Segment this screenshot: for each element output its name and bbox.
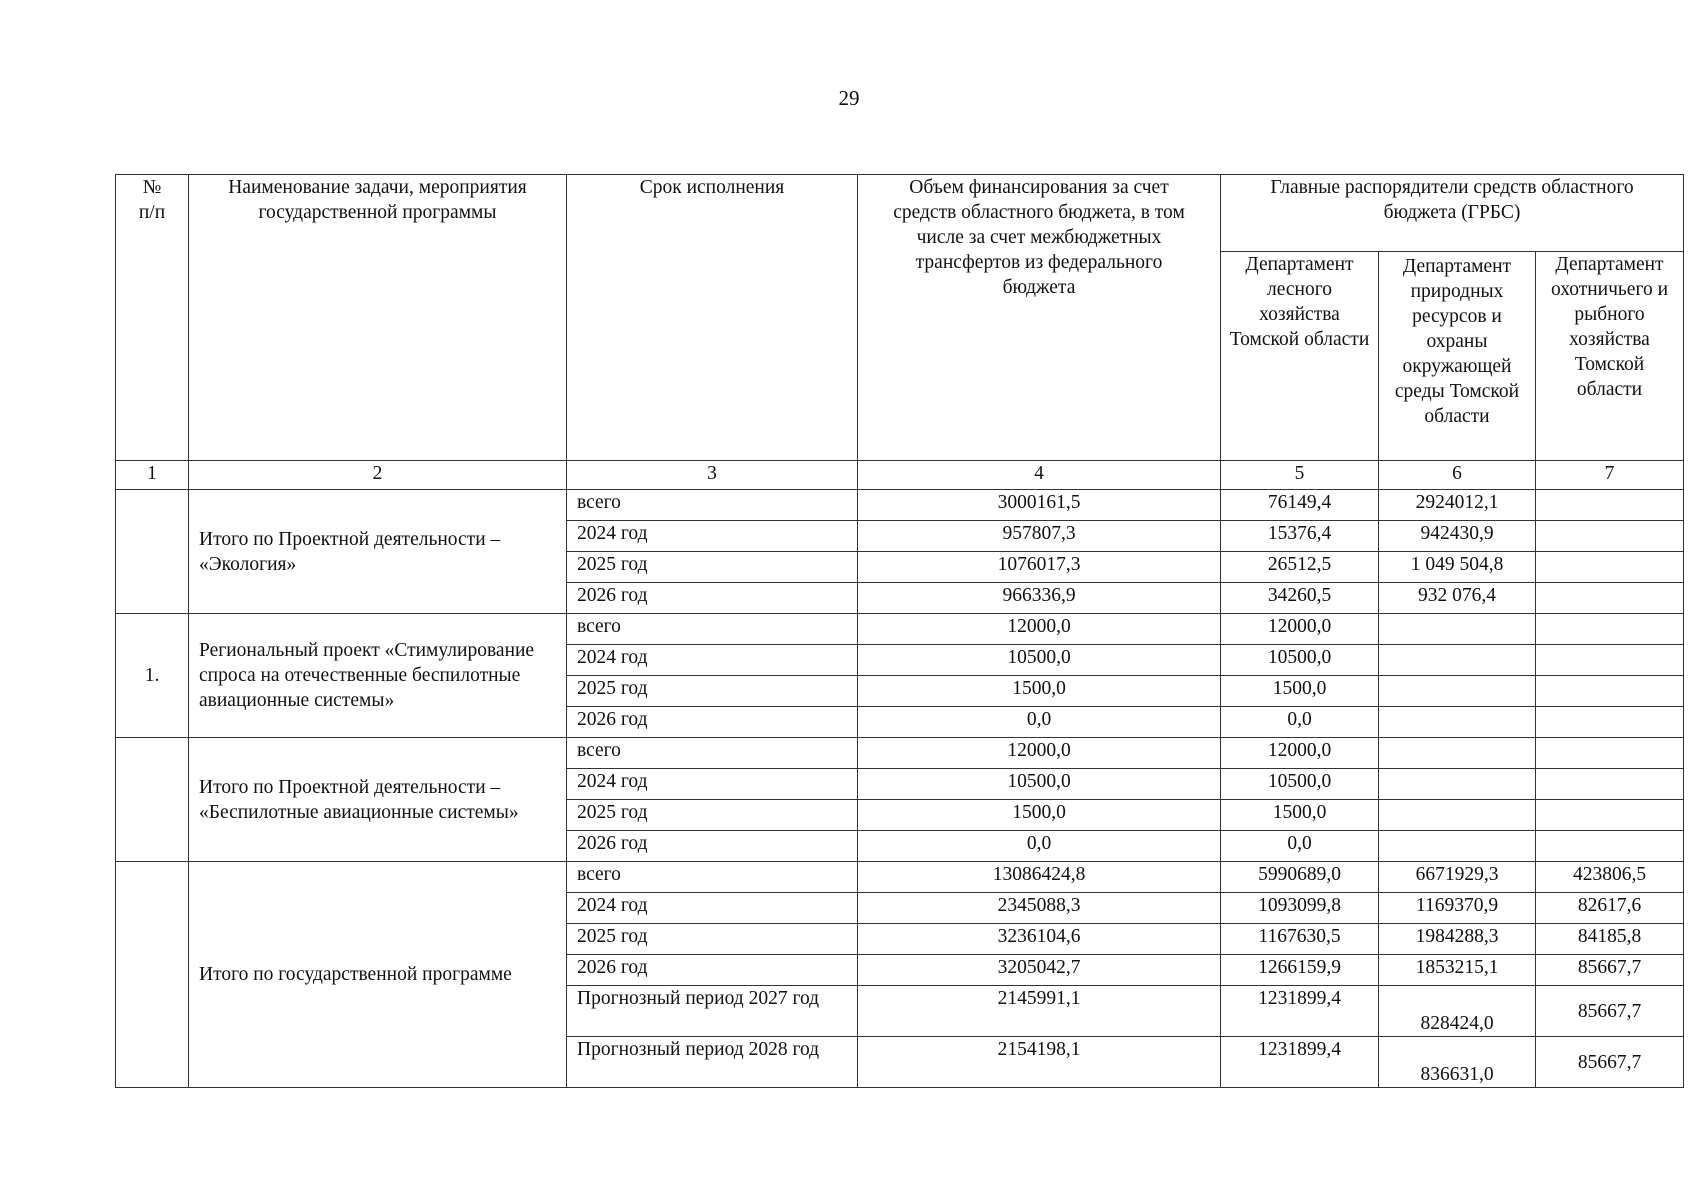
period-cell: 2026 год xyxy=(567,955,858,986)
table-row xyxy=(116,490,1684,521)
period-cell: 2025 год xyxy=(567,800,858,831)
forest-dept-cell: 10500,0 xyxy=(1221,769,1379,800)
forest-dept-cell: 1266159,9 xyxy=(1221,955,1379,986)
nature-dept-cell xyxy=(1379,614,1536,645)
total-funding-cell: 3000161,5 xyxy=(858,490,1221,521)
hunting-dept-cell: 85667,7 xyxy=(1536,986,1684,1037)
header-name: Наименование задачи, мероприятия государственной программы xyxy=(189,175,567,461)
column-number-row xyxy=(116,461,1684,490)
period-cell: 2026 год xyxy=(567,583,858,614)
forest-dept-cell: 5990689,0 xyxy=(1221,862,1379,893)
column-number-1: 1 xyxy=(116,461,189,490)
table-row xyxy=(116,862,1684,893)
nature-dept-cell: 2924012,1 xyxy=(1379,490,1536,521)
forest-dept-cell: 26512,5 xyxy=(1221,552,1379,583)
hunting-dept-cell: 85667,7 xyxy=(1536,955,1684,986)
total-funding-cell: 966336,9 xyxy=(858,583,1221,614)
column-number-4: 4 xyxy=(858,461,1221,490)
forest-dept-cell: 1167630,5 xyxy=(1221,924,1379,955)
header-nature-dept: Департамент природных ресурсов и охраны окружающей среды Томской области xyxy=(1379,252,1536,461)
total-funding-cell: 1076017,3 xyxy=(858,552,1221,583)
nature-dept-cell: 942430,9 xyxy=(1379,521,1536,552)
forest-dept-cell: 0,0 xyxy=(1221,707,1379,738)
forest-dept-cell: 10500,0 xyxy=(1221,645,1379,676)
section-number: 1. xyxy=(116,614,189,738)
nature-dept-cell xyxy=(1379,769,1536,800)
nature-dept-cell: 932 076,4 xyxy=(1379,583,1536,614)
header-forest-dept: Департамент лесного хозяйства Томской области xyxy=(1221,252,1379,461)
nature-dept-cell xyxy=(1379,831,1536,862)
forest-dept-cell: 1093099,8 xyxy=(1221,893,1379,924)
table-row xyxy=(116,614,1684,645)
total-funding-cell: 0,0 xyxy=(858,831,1221,862)
period-cell: всего xyxy=(567,614,858,645)
hunting-dept-cell xyxy=(1536,583,1684,614)
hunting-dept-cell xyxy=(1536,521,1684,552)
header-num: № п/п xyxy=(116,175,189,461)
total-funding-cell: 1500,0 xyxy=(858,800,1221,831)
hunting-dept-cell xyxy=(1536,490,1684,521)
period-cell: 2025 год xyxy=(567,676,858,707)
header-funding: Объем финансирования за счет средств областного бюджета, в том числе за счет межбюджетных трансфертов из федерального бюджета xyxy=(858,175,1221,461)
section-name: Региональный проект «Стимулирование спроса на отечественные беспилотные авиационные системы» xyxy=(189,614,567,738)
total-funding-cell: 13086424,8 xyxy=(858,862,1221,893)
forest-dept-cell: 76149,4 xyxy=(1221,490,1379,521)
period-cell: 2025 год xyxy=(567,924,858,955)
hunting-dept-cell xyxy=(1536,831,1684,862)
section-name: Итого по Проектной деятельности – «Беспилотные авиационные системы» xyxy=(189,738,567,862)
period-cell: всего xyxy=(567,490,858,521)
nature-dept-cell xyxy=(1379,645,1536,676)
column-number-7: 7 xyxy=(1536,461,1684,490)
hunting-dept-cell xyxy=(1536,645,1684,676)
forest-dept-cell: 1500,0 xyxy=(1221,676,1379,707)
nature-dept-cell xyxy=(1379,738,1536,769)
period-cell: всего xyxy=(567,738,858,769)
period-cell: Прогнозный период 2027 год xyxy=(567,986,858,1037)
column-number-3: 3 xyxy=(567,461,858,490)
total-funding-cell: 2345088,3 xyxy=(858,893,1221,924)
hunting-dept-cell xyxy=(1536,800,1684,831)
nature-dept-cell xyxy=(1379,800,1536,831)
page-number: 29 xyxy=(838,86,860,110)
total-funding-cell: 2154198,1 xyxy=(858,1037,1221,1088)
period-cell: 2024 год xyxy=(567,645,858,676)
hunting-dept-cell xyxy=(1536,614,1684,645)
section-name: Итого по государственной программе xyxy=(189,862,567,1088)
header-hunting-dept: Департамент охотничьего и рыбного хозяйства Томской области xyxy=(1536,252,1684,461)
total-funding-cell: 2145991,1 xyxy=(858,986,1221,1037)
forest-dept-cell: 12000,0 xyxy=(1221,614,1379,645)
period-cell: 2026 год xyxy=(567,831,858,862)
header-term: Срок исполнения xyxy=(567,175,858,461)
nature-dept-cell: 1984288,3 xyxy=(1379,924,1536,955)
budget-table xyxy=(115,174,1684,1088)
period-cell: 2024 год xyxy=(567,893,858,924)
nature-dept-cell: 6671929,3 xyxy=(1379,862,1536,893)
hunting-dept-cell xyxy=(1536,707,1684,738)
hunting-dept-cell xyxy=(1536,738,1684,769)
period-cell: Прогнозный период 2028 год xyxy=(567,1037,858,1088)
total-funding-cell: 957807,3 xyxy=(858,521,1221,552)
total-funding-cell: 10500,0 xyxy=(858,645,1221,676)
total-funding-cell: 12000,0 xyxy=(858,738,1221,769)
total-funding-cell: 12000,0 xyxy=(858,614,1221,645)
total-funding-cell: 10500,0 xyxy=(858,769,1221,800)
column-number-6: 6 xyxy=(1379,461,1536,490)
forest-dept-cell: 15376,4 xyxy=(1221,521,1379,552)
section-number xyxy=(116,490,189,614)
forest-dept-cell: 0,0 xyxy=(1221,831,1379,862)
period-cell: всего xyxy=(567,862,858,893)
nature-dept-cell: 1 049 504,8 xyxy=(1379,552,1536,583)
table-row xyxy=(116,738,1684,769)
hunting-dept-cell: 82617,6 xyxy=(1536,893,1684,924)
section-number xyxy=(116,738,189,862)
hunting-dept-cell xyxy=(1536,769,1684,800)
period-cell: 2024 год xyxy=(567,769,858,800)
total-funding-cell: 3205042,7 xyxy=(858,955,1221,986)
section-name: Итого по Проектной деятельности – «Экология» xyxy=(189,490,567,614)
total-funding-cell: 0,0 xyxy=(858,707,1221,738)
column-number-2: 2 xyxy=(189,461,567,490)
hunting-dept-cell xyxy=(1536,676,1684,707)
period-cell: 2026 год xyxy=(567,707,858,738)
header-grbs: Главные распорядители средств областного бюджета (ГРБС) xyxy=(1221,175,1684,252)
hunting-dept-cell: 84185,8 xyxy=(1536,924,1684,955)
total-funding-cell: 3236104,6 xyxy=(858,924,1221,955)
nature-dept-cell: 828424,0 xyxy=(1379,986,1536,1037)
forest-dept-cell: 1231899,4 xyxy=(1221,1037,1379,1088)
forest-dept-cell: 34260,5 xyxy=(1221,583,1379,614)
hunting-dept-cell: 85667,7 xyxy=(1536,1037,1684,1088)
column-number-5: 5 xyxy=(1221,461,1379,490)
nature-dept-cell: 1853215,1 xyxy=(1379,955,1536,986)
forest-dept-cell: 1231899,4 xyxy=(1221,986,1379,1037)
nature-dept-cell: 1169370,9 xyxy=(1379,893,1536,924)
total-funding-cell: 1500,0 xyxy=(858,676,1221,707)
hunting-dept-cell xyxy=(1536,552,1684,583)
hunting-dept-cell: 423806,5 xyxy=(1536,862,1684,893)
nature-dept-cell xyxy=(1379,676,1536,707)
period-cell: 2025 год xyxy=(567,552,858,583)
section-number xyxy=(116,862,189,1088)
nature-dept-cell: 836631,0 xyxy=(1379,1037,1536,1088)
nature-dept-cell xyxy=(1379,707,1536,738)
forest-dept-cell: 12000,0 xyxy=(1221,738,1379,769)
forest-dept-cell: 1500,0 xyxy=(1221,800,1379,831)
period-cell: 2024 год xyxy=(567,521,858,552)
